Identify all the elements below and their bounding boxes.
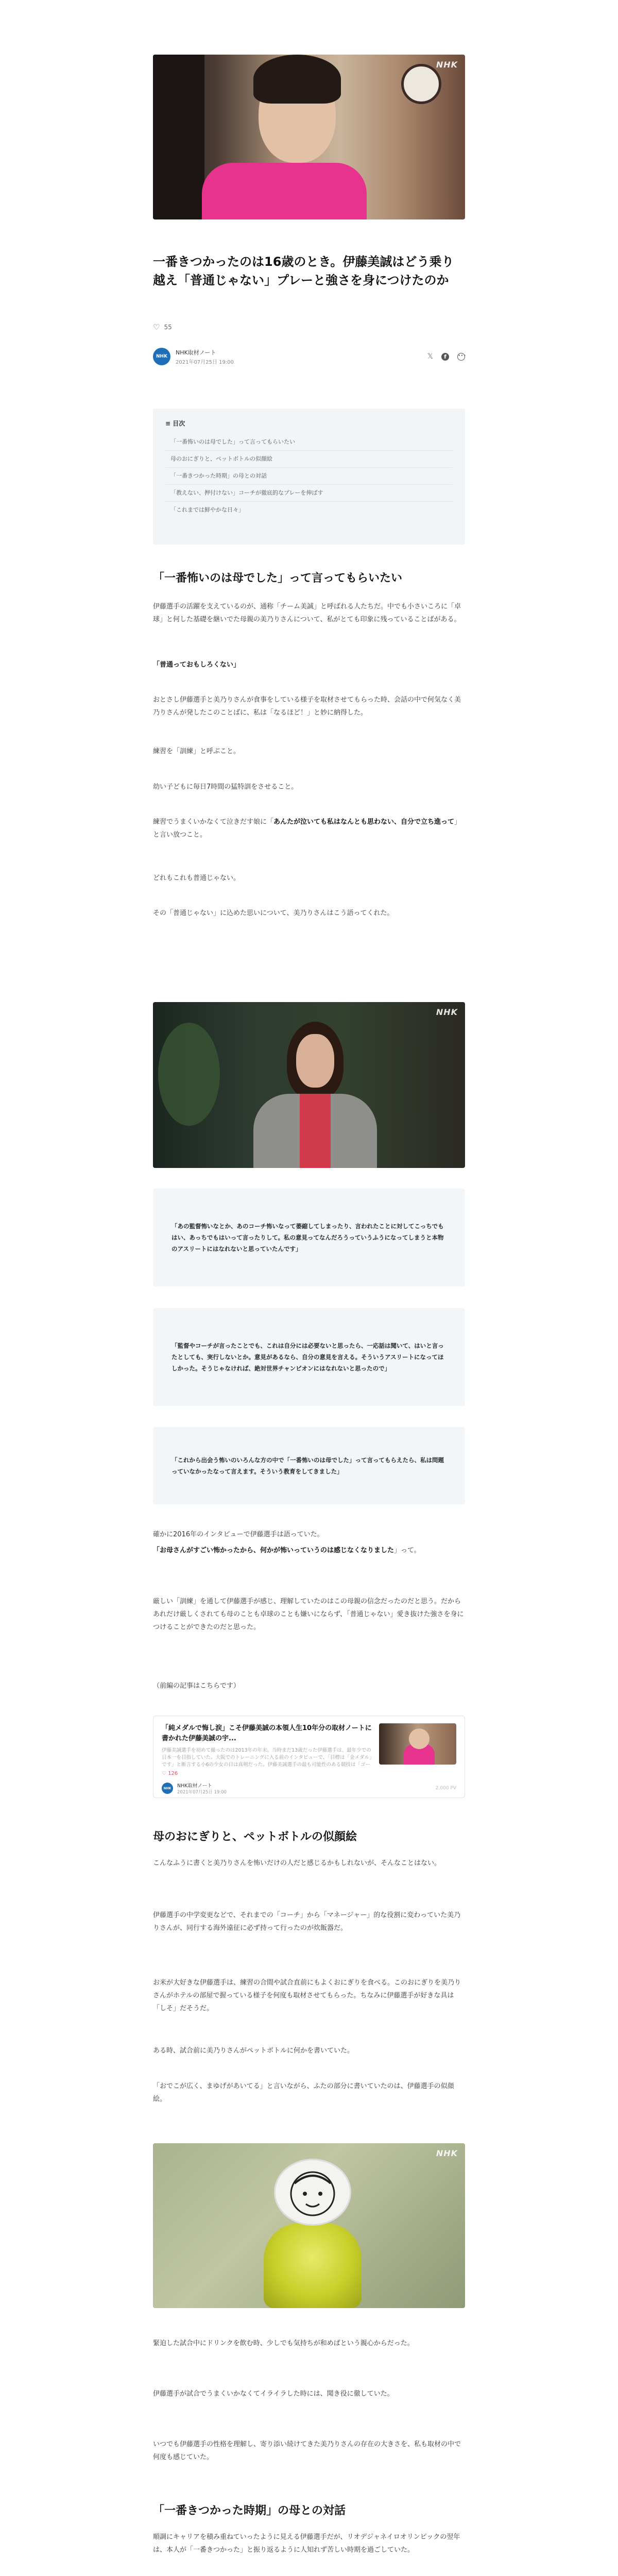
paragraph: （前編の記事はこちらです） (153, 1682, 240, 1690)
paragraph: 幼い子どもに毎日7時間の猛特訓をさせること。 (153, 783, 298, 791)
toc-item[interactable]: 母のおにぎりと、ペットボトルの似顔絵 (165, 451, 453, 468)
quote-text: 「あの監督怖いなとか、あのコーチ怖いなって萎縮してしまったり、言われたことに対してこっちでもはい、あっちでもはいって言ったりして。私の意見ってなんだろうっていうふうになってしまうと本物のアスリートにはなれないと思っていたんです」 (171, 1223, 444, 1252)
bottle (264, 2223, 362, 2308)
paragraph: 「普通っておもしろくない」 (153, 661, 241, 669)
paragraph: その「普通じゃない」に込めた思いについて、美乃りさんはこう語ってくれた。 (153, 909, 394, 917)
card-body: 伊藤美誠選手を初めて撮ったのは2013年の年末。当時まだ13歳だった伊藤選手は、最年少での日本一を目指していた。大阪でのトレーニングに入る前のインタビューで、「目標は「金メダル」です」と断言する小6の少女の目は真剣だった。伊藤美誠選手の最も可能性のある競技は「ゴー (162, 1748, 372, 1768)
nhk-logo: NHK (436, 60, 458, 70)
paragraph: 練習を「訓練」と呼ぶこと。 (153, 748, 241, 755)
paragraph: どれもこれも普通じゃない。 (153, 874, 241, 882)
card-stat: 2,000 PV (435, 1786, 456, 1791)
toc-heading: ≡ 目次 (165, 420, 185, 427)
bottle-drawing-image (153, 2143, 465, 2308)
paragraph: 練習でうまくいかなくて泣きだす娘に「あんたが泣いても私はなんとも思わない、自分で立ち進って」と言い放つこと。 (153, 818, 461, 839)
nhk-logo: NHK (436, 2148, 458, 2158)
quote-text: 「監督やコーチが言ったことでも、これは自分には必要ないと思ったら、一応話は聞いて、はいと言ったとしても、実行しないとか。意見があるなら、自分の意見を言える。そういうアスリートになってほしかった。そうじゃなければ、絶対世界チャンピオンにはなれないと思ったので」 (171, 1342, 444, 1372)
quote-text: 「これから出会う怖いのいろんな方の中で「一番怖いのは母でした」って言ってもらえたら、私は問題っていなかったなって言えます。そういう教育をしてきました」 (171, 1456, 444, 1475)
toc-item[interactable]: 「教えない、押付けない」コーチが徹底的なプレーを伸ばす (165, 485, 453, 502)
toc-item[interactable]: 「これまでは鮮やかな日々」 (170, 506, 244, 513)
more-icon[interactable]: ••• (457, 353, 465, 361)
paragraph: 伊藤選手の中学変更などで、それまでの「コーチ」から「マネージャー」的な役割に変わっていた美乃りさんが、同行する海外遠征に必ず持って行ったのが炊飯器だ。 (153, 1911, 461, 1932)
quote-block (153, 1427, 465, 1504)
toc-item[interactable]: 「一番怖いのは母でした」って言ってもらいたい (165, 434, 453, 451)
card-author: NHK取材ノート (177, 1783, 212, 1789)
section-heading: 「一番きつかった時期」の母との対話 (153, 2504, 346, 2517)
linked-article-card[interactable] (153, 1716, 465, 1798)
section-heading: 「一番怖いのは母でした」って言ってもらいたい (153, 572, 403, 585)
avatar[interactable]: NHK (153, 348, 170, 365)
paragraph: ある時、試合前に美乃りさんがペットボトルに何かを書いていた。 (153, 2047, 354, 2055)
share-facebook-icon[interactable]: f (441, 353, 449, 361)
paragraph: 伊藤選手が試合でうまくいかなくてイライラした時には、聞き役に徹していた。 (153, 2390, 394, 2398)
quote-block (153, 1189, 465, 1286)
paragraph: 伊藤選手の活躍を支えているのが、通称「チーム美誠」と呼ばれる人たちだ。中でも小さいころに「卓球」と何した基礎を継いでた母親の美乃りさんについて、私がとても印象に残っていることばがある。 (153, 603, 461, 623)
publish-date: 2021年07月25日 19:00 (176, 359, 234, 365)
paragraph: 確かに2016年のインタビューで伊藤選手は語っていた。 (153, 1531, 324, 1538)
quote-block (153, 1308, 465, 1406)
article-header (153, 252, 465, 290)
mother-shirt (300, 1094, 331, 1168)
paragraph: こんなふうに書くと美乃りさんを怖いだけの人だと感じるかもしれないが、そんなことはない。 (153, 1859, 441, 1867)
mother-interview-image (153, 1002, 465, 1168)
card-date: 2021年07月25日 19:00 (177, 1790, 227, 1795)
table-of-contents (153, 409, 465, 545)
hero-clock (401, 64, 441, 104)
paragraph: いつでも伊藤選手の性格を理解し、寄り添い続けてきた美乃りさんの存在の大きさを、私も取材の中で何度も感じていた。 (153, 2441, 461, 2461)
paragraph: 順調にキャリアを積み重ねていったように見える伊藤選手だが、リオデジャネイロオリンピックの翌年は、本人が「一番きつかった」と振り返るように人知れず苦しい時期を過ごしていた。 (153, 2533, 460, 2554)
card-likes: ♡ 126 (162, 1771, 178, 1776)
hero-shirt (202, 163, 367, 219)
author-name[interactable]: NHK取材ノート (176, 349, 216, 356)
paragraph: お米が大好きな伊藤選手は、練習の合間や試合直前にもよくおにぎりを食べる。このおにぎりを美乃りさんがホテルの部屋で握っている様子を何度も取材させてもらった。ちなみに伊藤選手が好きな具は「しそ」だそうだ。 (153, 1979, 461, 2012)
face-drawing (274, 2159, 351, 2226)
hero-hair (253, 55, 341, 104)
paragraph: 厳しい「訓練」を通して伊藤選手が感じ、理解していたのはこの母親の信念だったのだと思う。だからあれだけ厳しくされても母のことも卓球のことも嫌いにならず、「普通じゃない」愛き抜けた強さを身につけることができたのだと思った。 (153, 1598, 464, 1631)
share-x-icon[interactable]: 𝕏 (427, 352, 433, 361)
paragraph: 緊迫した試合中にドリンクを飲む時、少しでも気持ちが和めばという親心からだった。 (153, 2340, 414, 2347)
card-thumbnail (379, 1723, 456, 1765)
mother-face (296, 1034, 334, 1088)
article-title: 一番きつかったのは16歳のとき。伊藤美誠はどう乗り越え「普通じゃない」プレーと強さを身につけたのか (153, 255, 454, 287)
toc-item[interactable]: 「一番きつかった時期」の母との対話 (165, 468, 453, 485)
hero-image (153, 55, 465, 219)
plant (158, 1023, 220, 1126)
paragraph: 「お母さんがすごい怖かったから、何かが怖いっていうのは感じなくなりました」って。 (153, 1547, 421, 1554)
like-count: 55 (164, 324, 172, 331)
hero-shadow (153, 55, 204, 219)
card-title: 「純メダルで悔し涙」こそ伊藤美誠の本領人生10年分の取材ノートに書かれた伊藤美誠の宇... (162, 1724, 372, 1742)
like-row (153, 323, 465, 332)
nhk-logo: NHK (436, 1007, 458, 1017)
paragraph: おとさし伊藤選手と美乃りさんが食事をしている様子を取材させてもらった時、会話の中で何気なく美乃りさんが発したこのことばに、私は「なるほど！」と妙に納得した。 (153, 696, 461, 717)
section-heading: 母のおにぎりと、ペットボトルの似顔絵 (153, 1831, 357, 1843)
author-row (153, 346, 465, 367)
paragraph: 「おでこが広く、まゆげがあいてる」と言いながら、ふたの部分に書いていたのは、伊藤選手の似顔絵。 (153, 2082, 454, 2103)
heart-icon[interactable]: ♡ (153, 323, 160, 332)
avatar: NHK (162, 1783, 173, 1794)
